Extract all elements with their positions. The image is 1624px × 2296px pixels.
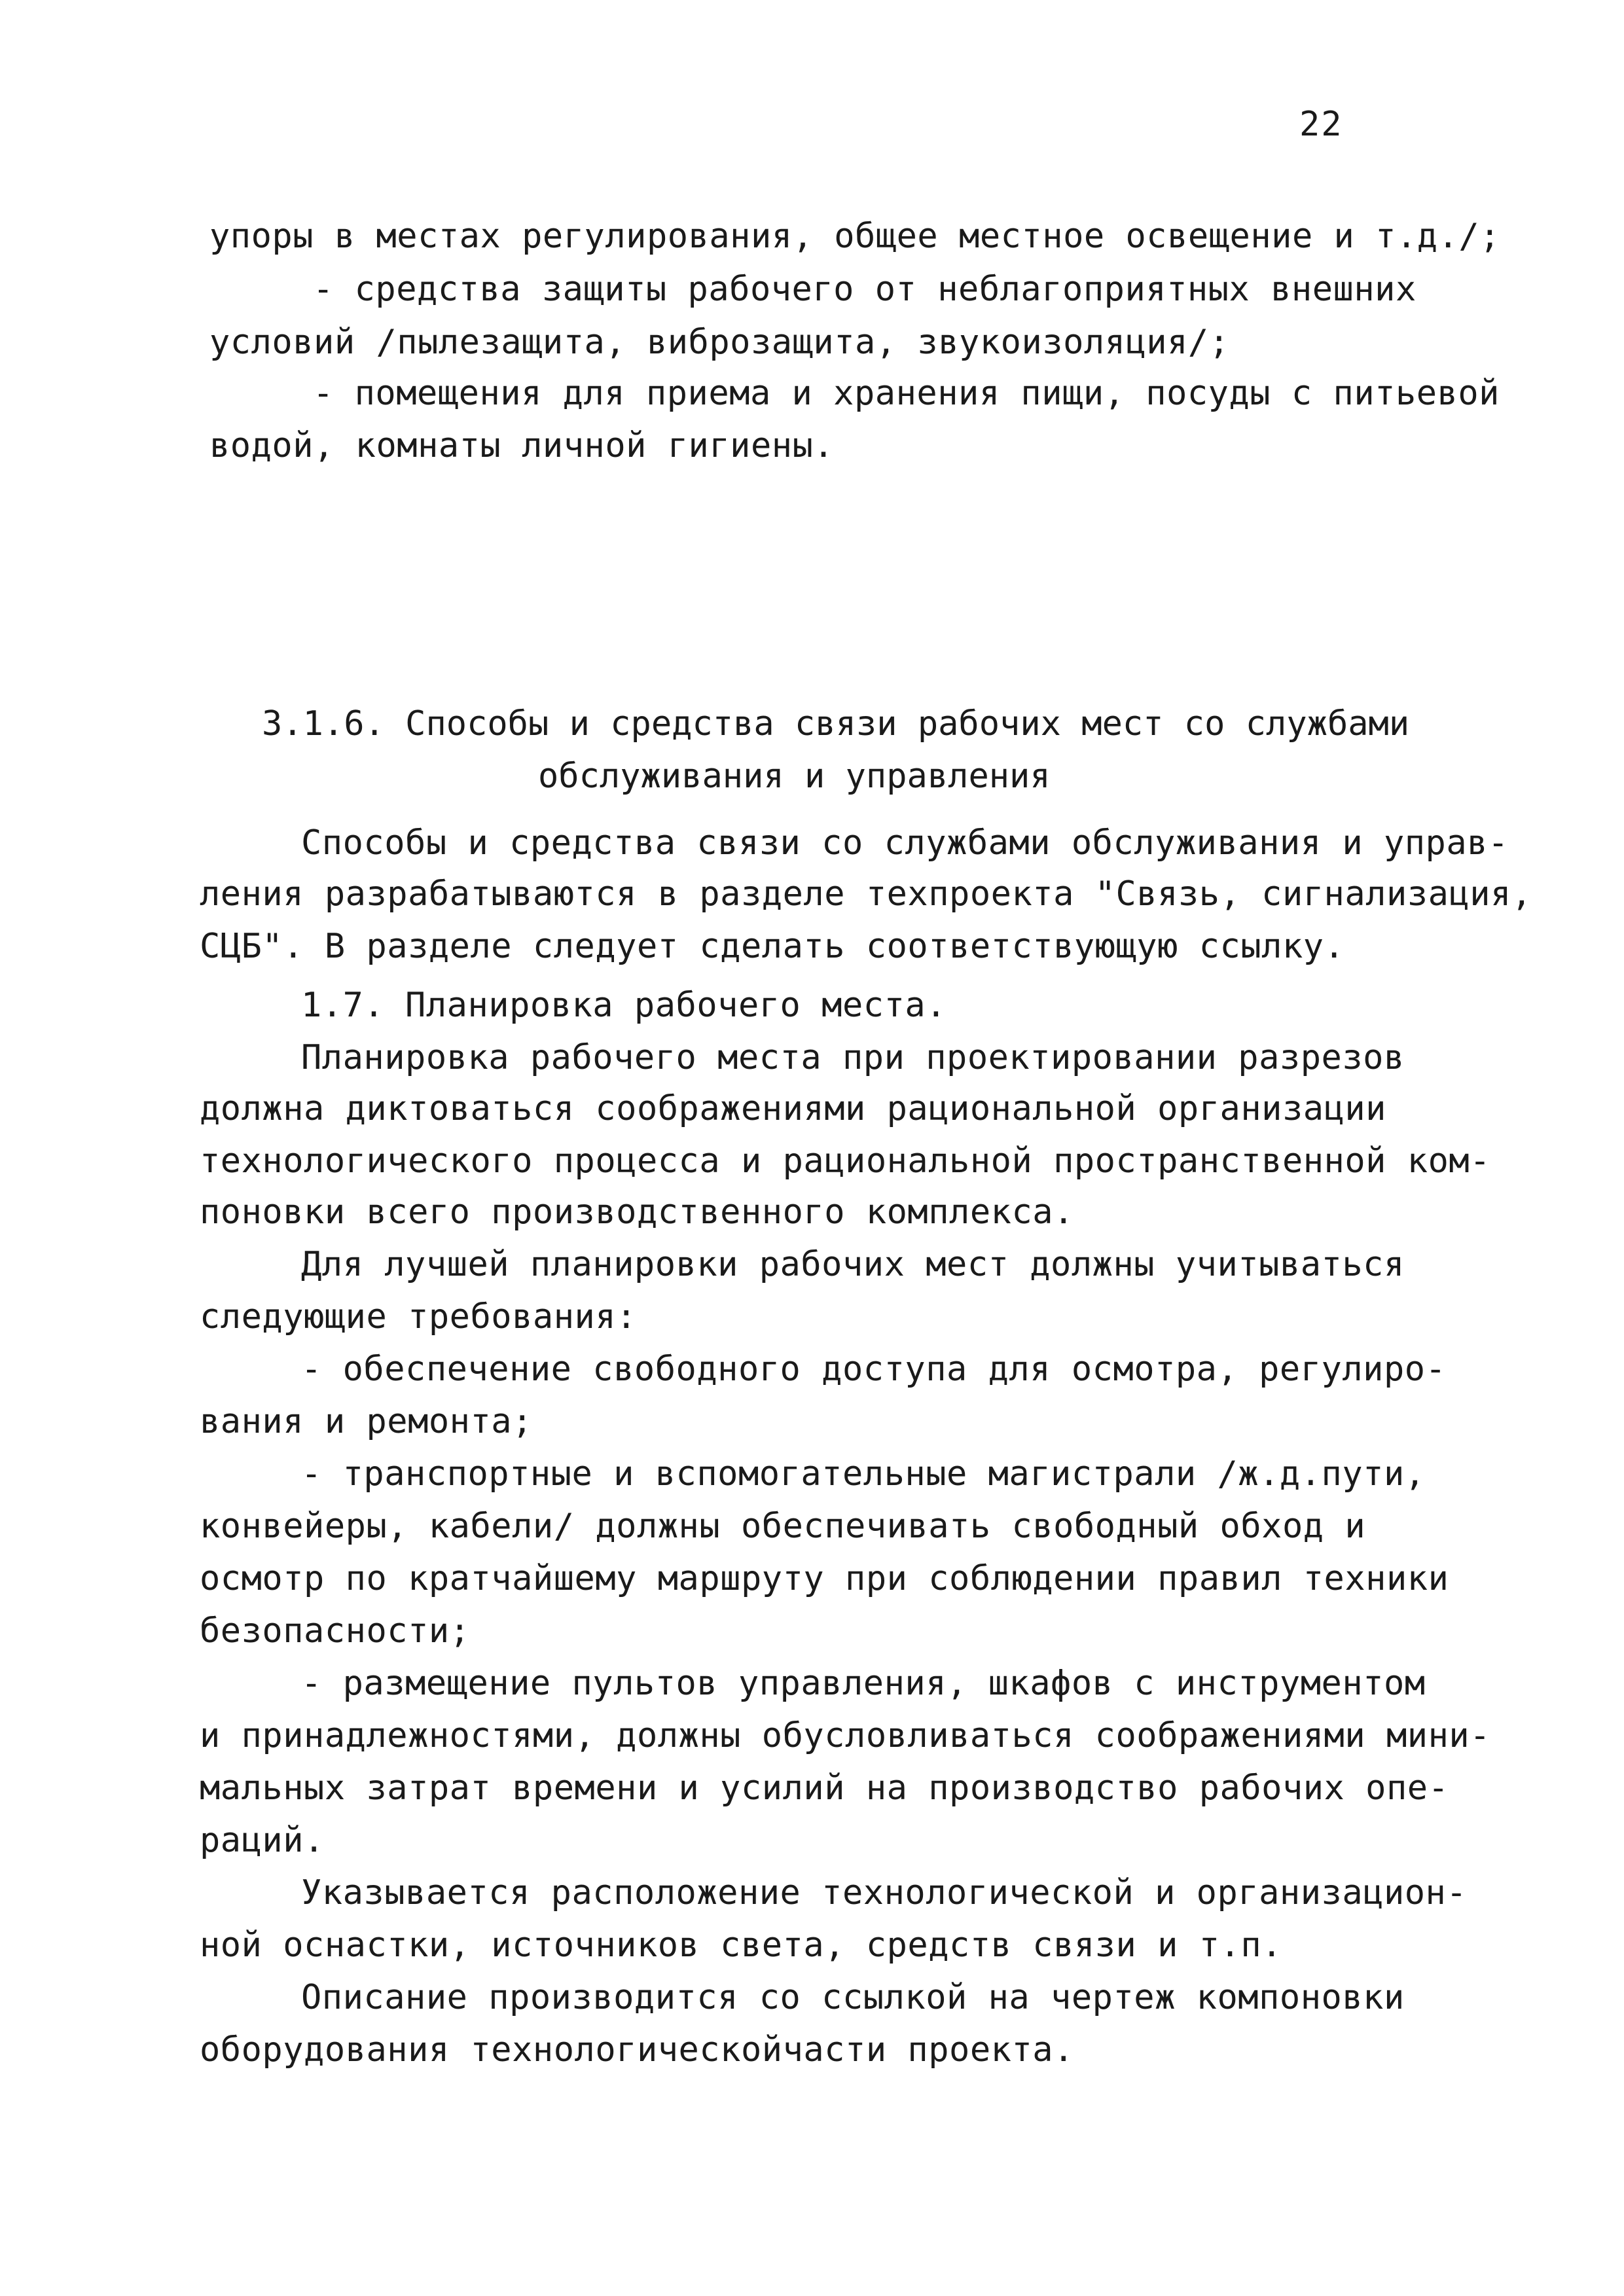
text-line: ления разрабатываются в разделе техпроекта "Связь, сигнализация, <box>200 874 1532 914</box>
text-line: мальных затрат времени и усилий на производство рабочих опе- <box>200 1768 1449 1808</box>
section-heading-line-2: обслуживания и управления <box>538 757 1051 796</box>
page-number: 22 <box>1299 105 1343 144</box>
text-line: упоры в местах регулирования, общее местное освещение и т.д./; <box>209 217 1501 256</box>
text-line: должна диктоваться соображениями рациональной организации <box>200 1089 1386 1128</box>
text-line: Способы и средства связи со службами обслуживания и управ- <box>301 823 1509 863</box>
text-line: следующие требования: <box>200 1297 637 1336</box>
text-line: раций. <box>200 1821 325 1860</box>
text-line: водой, комнаты личной гигиены. <box>209 426 835 465</box>
text-line: - размещение пультов управления, шкафов с инструментом <box>301 1664 1426 1703</box>
text-line: - помещения для приема и хранения пищи, посуды с питьевой <box>313 374 1500 413</box>
subsection-heading: 1.7. Планировка рабочего места. <box>301 986 947 1025</box>
text-line: технологического процесса и рациональной пространственной ком- <box>200 1141 1491 1181</box>
text-line: - обеспечение свободного доступа для осмотра, регулиро- <box>301 1350 1447 1389</box>
text-line: Указывается расположение технологической и организацион- <box>301 1873 1468 1912</box>
text-line: вания и ремонта; <box>200 1402 533 1441</box>
text-line: Описание производится со ссылкой на чертеж компоновки <box>301 1978 1405 2017</box>
text-line: Для лучшей планировки рабочих мест должны учитываться <box>301 1245 1405 1284</box>
text-line: безопасности; <box>200 1611 471 1651</box>
text-line: конвейеры, кабели/ должны обеспечивать свободный обход и <box>200 1507 1366 1546</box>
text-line: ной оснастки, источников света, средств связи и т.п. <box>200 1926 1282 1965</box>
section-heading-line-1: 3.1.6. Способы и средства связи рабочих мест со службами <box>262 704 1410 744</box>
text-line: и принадлежностями, должны обусловливаться соображениями мини- <box>200 1716 1491 1755</box>
text-line: условий /пылезащита, виброзащита, звукоизоляция/; <box>209 323 1230 362</box>
text-line: поновки всего производственного комплекса. <box>200 1193 1074 1232</box>
text-line: осмотр по кратчайшему маршруту при соблюдении правил техники <box>200 1559 1449 1598</box>
text-line: - транспортные и вспомогательные магистрали /ж.д.пути, <box>301 1454 1426 1494</box>
text-line: оборудования технологическойчасти проекта. <box>200 2030 1074 2070</box>
text-line: - средства защиты рабочего от неблагоприятных внешних <box>313 270 1416 309</box>
text-line: СЦБ". В разделе следует сделать соответствующую ссылку. <box>200 927 1345 966</box>
text-line: Планировка рабочего места при проектировании разрезов <box>301 1038 1405 1077</box>
